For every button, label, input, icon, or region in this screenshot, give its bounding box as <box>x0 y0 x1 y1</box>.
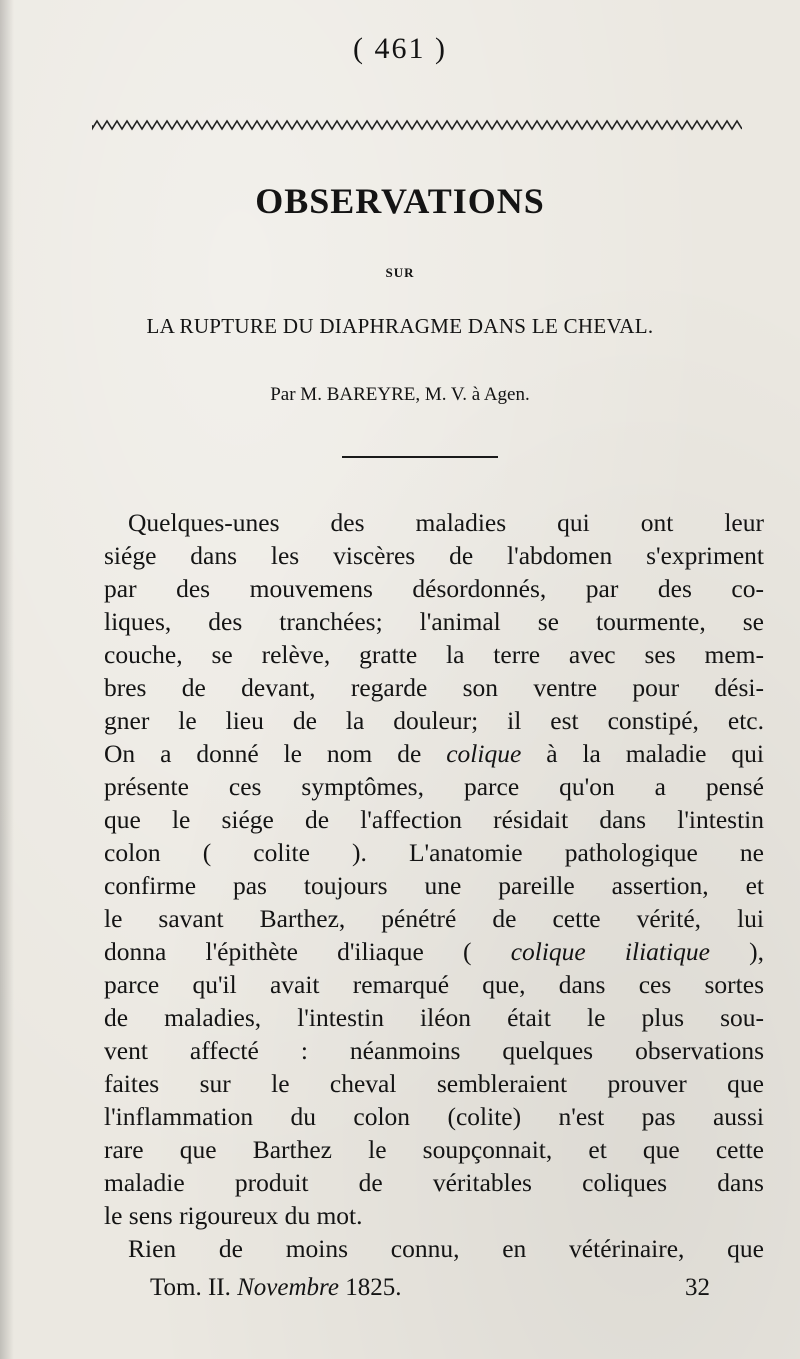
body-line: parce qu'il avait remarqué que, dans ces sortes <box>104 970 764 999</box>
title-connector: SUR <box>385 265 415 280</box>
body-line: Rien de moins connu, en vétérinaire, que <box>128 1234 764 1263</box>
footer-signature-mark: 32 <box>685 1274 710 1301</box>
decorative-rule <box>92 118 742 132</box>
body-line: vent affecté : néanmoins quelques observations <box>104 1036 764 1065</box>
body-line: par des mouvemens désordonnés, par des co- <box>104 574 764 603</box>
body-line: liques, des tranchées; l'animal se tourmente, se <box>104 607 764 636</box>
body-line: le sens rigoureux du mot. <box>104 1201 363 1230</box>
body-italic-term: colique <box>446 739 522 768</box>
body-line: gner le lieu de la douleur; il est constipé, etc. <box>104 706 764 735</box>
body-line: l'inflammation du colon (colite) n'est pas aussi <box>104 1102 764 1131</box>
body-line-with-italic <box>104 737 764 770</box>
body-text-segment: On a donné le nom de <box>104 739 447 768</box>
footer-year: 1825. <box>345 1274 402 1301</box>
body-italic-term: colique iliatique <box>510 937 710 966</box>
article-body <box>104 506 764 1265</box>
body-line: présente ces symptômes, parce qu'on a pensé <box>104 772 764 801</box>
article-author: Par M. BAREYRE, M. V. à Agen. <box>270 384 530 405</box>
body-line: maladie produit de véritables coliques dans <box>104 1168 764 1197</box>
page-number: ( 461 ) <box>353 32 447 65</box>
footer-volume: Tom. II. <box>150 1274 231 1301</box>
body-line: que le siége de l'affection résidait dans l'intestin <box>104 805 764 834</box>
body-line: de maladies, l'intestin iléon était le plus sou- <box>104 1003 764 1032</box>
body-line-with-italic <box>104 935 764 968</box>
article-subtitle: LA RUPTURE DU DIAPHRAGME DANS LE CHEVAL. <box>146 314 654 338</box>
body-text-segment: donna l'épithète d'iliaque ( <box>104 937 511 966</box>
body-text-segment: ), <box>709 937 764 966</box>
article-title: OBSERVATIONS <box>255 181 545 221</box>
page-footer <box>150 1274 710 1302</box>
body-line: Quelques-unes des maladies qui ont leur <box>128 508 764 537</box>
title-separator <box>342 456 498 458</box>
body-text-segment: à la maladie qui <box>521 739 765 768</box>
body-line: rare que Barthez le soupçonnait, et que cette <box>104 1135 764 1164</box>
body-line: faites sur le cheval sembleraient prouver que <box>104 1069 764 1098</box>
body-line: couche, se relève, gratte la terre avec ses mem- <box>104 640 764 669</box>
footer-month: Novembre <box>237 1274 339 1301</box>
body-line: bres de devant, regarde son ventre pour dési- <box>104 673 764 702</box>
body-line: le savant Barthez, pénétré de cette vérité, lui <box>104 904 764 933</box>
body-line: confirme pas toujours une pareille assertion, et <box>104 871 764 900</box>
body-line: colon ( colite ). L'anatomie pathologique ne <box>104 838 764 867</box>
body-line: siége dans les viscères de l'abdomen s'expriment <box>104 541 764 570</box>
